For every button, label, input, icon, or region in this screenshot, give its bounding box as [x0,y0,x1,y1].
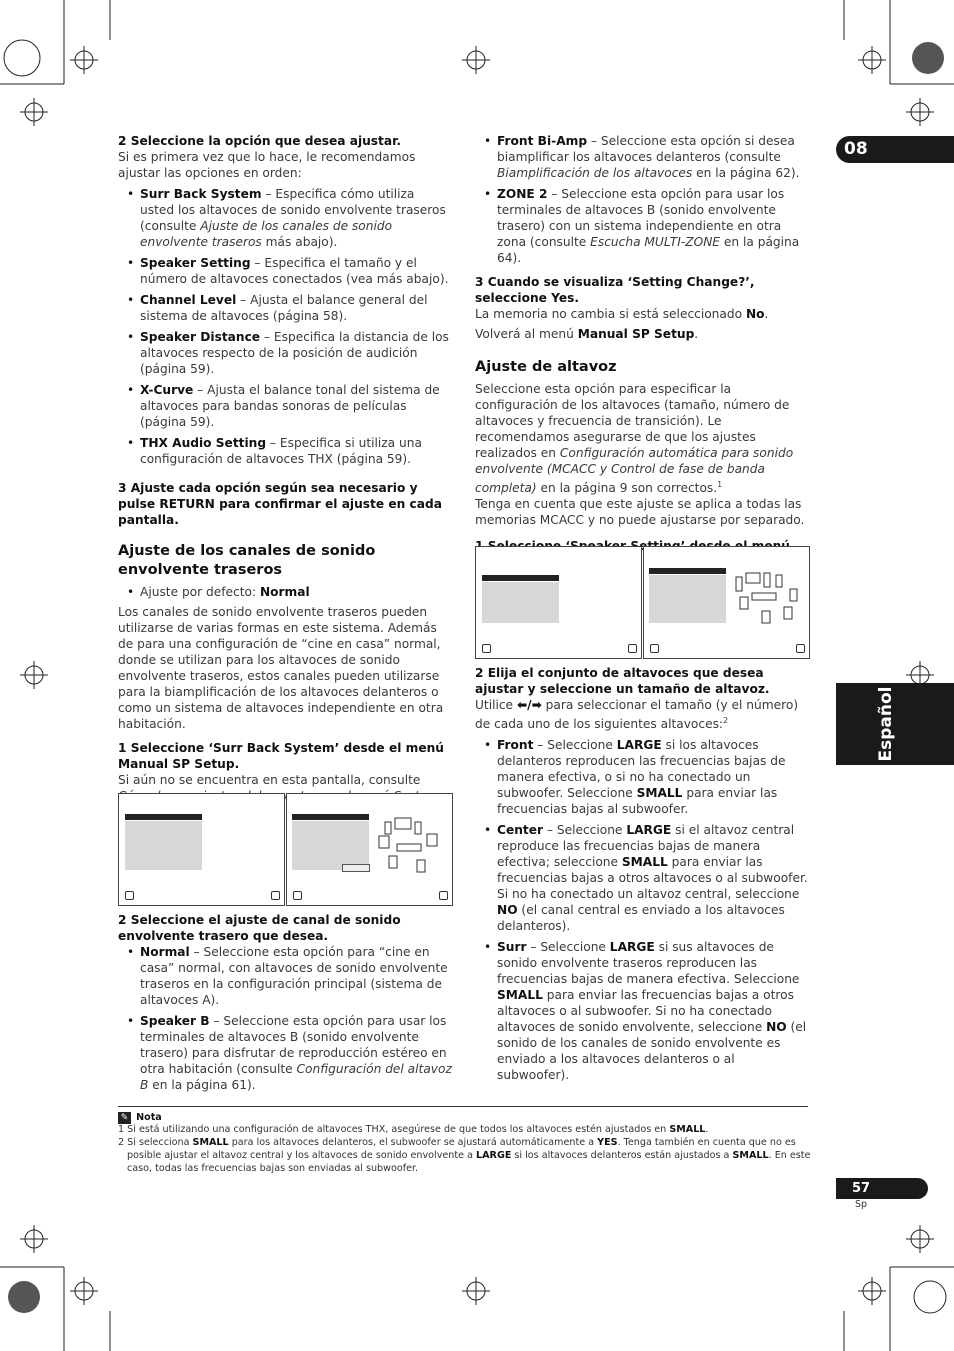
arrow-keys-icon: ⬅/➡ [516,698,542,712]
list-item: • Front – Seleccione LARGE si los altavoces delanteros reproducen las frecuencias bajas de manera efectiva, o si no ha conectado un subwoofer. Seleccione SMALL para enviar las frecuencias bajas al subwoofer. [475,737,809,817]
page-lang: Sp [855,1199,868,1210]
screen-surr-back-system [286,793,453,906]
list-item: • Speaker Distance – Especifica la distancia de los altavoces respecto de la posición de audición (página 59). [118,329,452,377]
step-2b-heading: 2 Seleccione el ajuste de canal de sonido envolvente trasero que desea. [118,913,401,943]
right-column-lower [475,665,809,1083]
language-label: Español [876,686,896,762]
step-3-line-2: Volverá al menú Manual SP Setup. [475,327,699,341]
step-2-heading: 2 Seleccione la opción que desea ajustar. [118,134,402,148]
options-list [118,186,452,467]
step-3-heading: 3 Ajuste cada opción según sea necesario y pulse RETURN para confirmar el ajuste en cada pantalla. [118,481,442,527]
screen-menu-right [475,546,642,659]
footnote-2: 2 Si selecciona SMALL para los altavoces delanteros, el subwoofer se ajustará automáticamente a YES. Tenga también en cuenta que no es posible ajustar el altavoz central y los altavoces de sonido envolvente a LARGE si los altavoces delanteros están ajustados a SMALL. En este caso, todas las frecuencias bajas son enviadas al subwoofer. [118,1137,811,1174]
list-item: • Normal – Seleccione esta opción para “cine en casa” normal, con altavoces de sonido envolvente traseros en la configuración principal (sistema de altavoces A). [118,944,452,1008]
surr-paragraph: Los canales de sonido envolvente traseros pueden utilizarse de varias formas en este sistema. Además de para una configuración de “cine en casa” normal, donde se utilizan para los altavoces de sonido envolvente traseros, estos canales pueden utilizarse para la biamplificación de los altavoces delanteros o como un sistema de altavoces independiente en otra habitación. [118,605,444,731]
list-item: • THX Audio Setting – Especifica si utiliza una configuración de altavoces THX (página 59). [118,435,452,467]
note-divider [118,1106,808,1107]
step-2-intro: Si es primera vez que lo hace, le recomendamos ajustar las opciones en orden: [118,150,416,180]
speaker-setting-paragraph: Seleccione esta opción para especificar la configuración de los altavoces (tamaño, número de altavoces y frecuencia de transición). Le recomendamos asegurarse de que los ajustes realizados en Configuración automática para sonido envolvente (MCACC y Control de fase de banda completa) en la página 9 son correctos.$^1$ [475,382,794,496]
list-item: • Surr Back System – Especifica cómo utiliza usted los altavoces de sonido envolvente traseros (consulte Ajuste de los canales de sonido envolvente traseros más abajo). [118,186,452,250]
list-item: • Front Bi-Amp – Seleccione esta opción si desea biamplificar los altavoces delanteros (consulte Biamplificación de los altavoces en la página 62). [475,133,809,181]
list-item: • Speaker Setting – Especifica el tamaño y el número de altavoces conectados (vea más abajo). [118,255,452,287]
page-number-tab [836,1178,928,1199]
speaker-layout-diagram [377,816,445,878]
step-2-text: Utilice ⬅/➡ para seleccionar el tamaño (y el número) de cada uno de los siguientes altavoces:$^2$ [475,698,799,732]
list-item: • X-Curve – Ajusta el balance tonal del sistema de altavoces para bandas sonoras de películas (página 59). [118,382,452,430]
speaker-setting-note: Tenga en cuenta que este ajuste se aplica a todas las memorias MCACC y no puede ajustarse por separado. [475,497,805,528]
screen-menu-left [118,793,285,906]
step-3-heading-right: 3 Cuando se visualiza ‘Setting Change?’, seleccione Yes. [475,275,755,305]
list-item: • Speaker B – Seleccione esta opción para usar los terminales de altavoces B (sonido envolvente trasero) para disfrutar de reproducción estéreo en otra habitación (consulte Configuración del altavoz B en la página 61). [118,1013,452,1093]
speaker-layout-diagram [732,571,802,631]
note-icon: ✎ [118,1112,131,1124]
list-item: • Channel Level – Ajusta el balance general del sistema de altavoces (página 58). [118,292,452,324]
step-3-line-1: La memoria no cambia si está seleccionado No. [475,307,769,321]
return-icon [125,891,134,900]
step-1-text: Si aún no se encuentra en esta pantalla, consulte [118,773,421,787]
list-item: • Surr – Seleccione LARGE si sus altavoces de sonido envolvente traseros reproducen las frecuencias bajas de manera efectiva. Seleccione SMALL para enviar las frecuencias bajas a otros altavoces o al subwoofer. Si no ha conectado altavoces de sonido envolvente, seleccione NO (el sonido de los canales de sonido envolvente es enviado a los altavoces delanteros o al subwoofer). [475,939,809,1083]
section-heading-speaker-setting: Ajuste de altavoz [475,359,617,375]
screen-speaker-setting [643,546,810,659]
default-setting: • Ajuste por defecto: Normal [118,584,452,600]
left-column-lower [118,912,452,1093]
section-heading-surr-back: Ajuste de los canales de sonido envolvente traseros [118,543,376,578]
footnote-1: 1 Si está utilizando una configuración de altavoces THX, asegúrese de que todos los altavoces estén ajustados en SMALL. [118,1124,709,1135]
page-number: 57 [852,1181,871,1196]
step-1-heading: 1 Seleccione ‘Surr Back System’ desde el menú Manual SP Setup. [118,741,444,771]
step-2-heading-right: 2 Elija el conjunto de altavoces que desea ajustar y seleccione un tamaño de altavoz. [475,666,770,696]
chapter-tab [836,136,954,163]
list-item: • Center – Seleccione LARGE si el altavoz central reproduce las frecuencias bajas de manera efectiva; seleccione SMALL para enviar las frecuencias bajas a otros altavoces o al subwoofer. Si no ha conectado un altavoz central, seleccione NO (el canal central es enviado a los altavoces delanteros). [475,822,809,934]
note-label: Nota [136,1112,162,1123]
exit-icon [271,891,280,900]
language-tab [836,683,954,765]
left-column [118,133,452,820]
list-item: • ZONE 2 – Seleccione esta opción para usar los terminales de altavoces B (sonido envolvente trasero) con un sistema independiente en otra zona (consulte Escucha MULTI-ZONE en la página 64). [475,186,809,266]
right-column [475,133,809,570]
chapter-number: 08 [844,139,868,159]
